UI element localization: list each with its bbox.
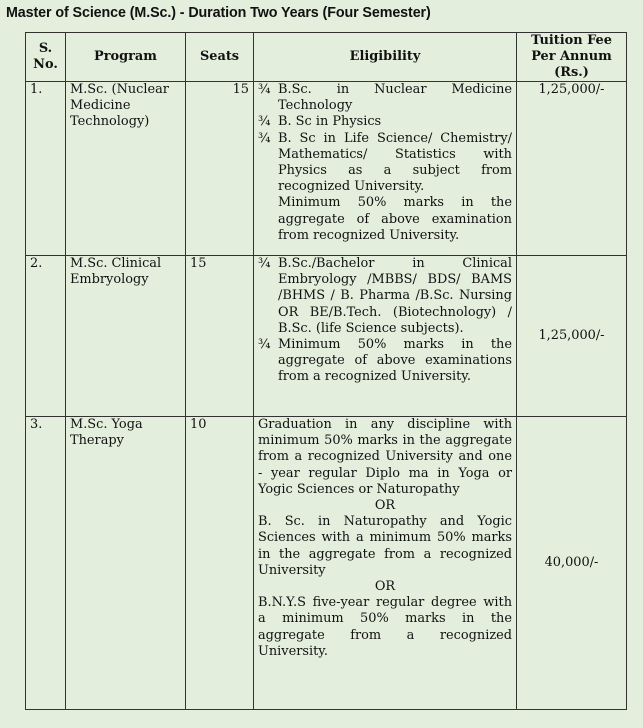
- bullet-icon: ¾: [258, 256, 271, 271]
- cell-fee: 40,000/-: [517, 417, 627, 710]
- eligibility-note: Minimum 50% marks in the aggregate of above examination from recognized University.: [278, 195, 512, 243]
- criterion-item: ¾ B. Sc in Life Science/ Chemistry/ Mathematics/ Statistics with Physics as a subject from recognized University.: [258, 130, 512, 195]
- cell-sno: 2.: [26, 256, 66, 417]
- cell-seats: 15: [186, 256, 254, 417]
- or-separator: OR: [374, 498, 396, 514]
- bullet-icon: ¾: [258, 82, 271, 97]
- column-header-eligibility: Eligibility: [254, 33, 517, 82]
- cell-sno: 3.: [26, 417, 66, 710]
- table-row: [26, 417, 627, 710]
- page-title: Master of Science (M.Sc.) - Duration Two Years (Four Semester): [6, 5, 431, 21]
- column-header-program: Program: [66, 33, 186, 82]
- table-header-row: [26, 33, 627, 82]
- cell-program: M.Sc. Clinical Embryology: [66, 256, 186, 417]
- cell-seats: 15: [186, 82, 254, 256]
- cell-fee: 1,25,000/-: [517, 82, 627, 256]
- criterion-item: ¾ B.Sc./Bachelor in Clinical Embryology /MBBS/ BDS/ BAMS /BHMS / B. Pharma /B.Sc. Nursing OR BE/B.Tech. (Biotechnology) / B.Sc. (life Science subjects).: [258, 256, 512, 336]
- column-header-seats: Seats: [186, 33, 254, 82]
- cell-sno: 1.: [26, 82, 66, 256]
- cell-fee: 1,25,000/-: [517, 256, 627, 417]
- table-row: [26, 256, 627, 417]
- eligibility-option: B.N.Y.S five-year regular degree with a minimum 50% marks in the aggregate from a recognized University.: [258, 595, 512, 659]
- cell-program: M.Sc. (Nuclear Medicine Technology): [66, 82, 186, 256]
- eligibility-option: Graduation in any discipline with minimum 50% marks in the aggregate from a recognized University and one - year regular Diplo ma in Yoga or Yogic Sciences or Naturopathy: [258, 417, 512, 497]
- column-header-sno: S. No.: [26, 33, 66, 82]
- criterion-item: ¾ B. Sc in Physics: [258, 114, 382, 130]
- eligibility-option: B. Sc. in Naturopathy and Yogic Sciences with a minimum 50% marks in the aggregate from a recognized University: [258, 514, 512, 578]
- bullet-icon: ¾: [258, 130, 271, 146]
- cell-seats: 10: [186, 417, 254, 710]
- cell-eligibility: [254, 417, 517, 710]
- bullet-icon: ¾: [258, 114, 271, 130]
- cell-program: M.Sc. Yoga Therapy: [66, 417, 186, 710]
- table-row: [26, 82, 627, 256]
- bullet-icon: ¾: [258, 337, 271, 353]
- criterion-item: ¾ Minimum 50% marks in the aggregate of above examinations from a recognized University.: [258, 337, 512, 385]
- cell-eligibility: [254, 82, 517, 256]
- criterion-item: ¾ B.Sc. in Nuclear Medicine Technology: [258, 82, 512, 114]
- column-header-fee: Tuition Fee Per Annum (Rs.): [517, 33, 627, 82]
- programs-table: [25, 32, 627, 710]
- or-separator: OR: [374, 579, 396, 595]
- cell-eligibility: [254, 256, 517, 417]
